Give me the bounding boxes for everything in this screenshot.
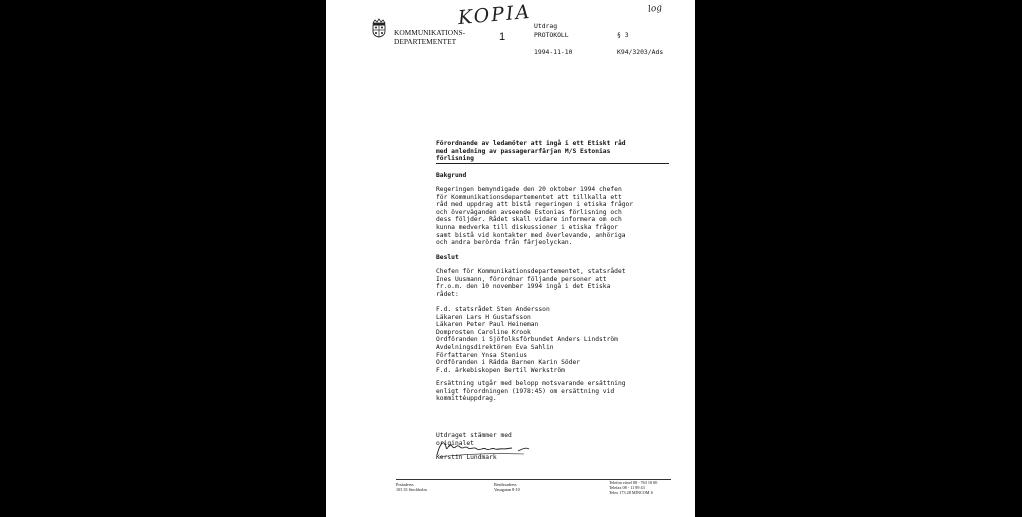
member-list bbox=[436, 306, 672, 374]
paragraph-line: Ines Uusmann, förordnar följande personer att bbox=[436, 275, 607, 283]
page-number: 1 bbox=[499, 31, 506, 43]
ministry-line-2: DEPARTEMENTET bbox=[394, 36, 457, 46]
paragraph-line: fr.o.m. den 10 november 1994 ingå i det Etiska bbox=[436, 283, 611, 291]
member-item: Avdelningsdirektören Eva Sahlin bbox=[436, 343, 554, 351]
paragraph-line: Ersättning utgår med belopp motsvarande ersättning bbox=[436, 380, 626, 387]
crown-crest-icon bbox=[370, 18, 388, 38]
background-heading: Bakgrund bbox=[436, 172, 467, 179]
paragraph-line: Chefen för Kommunikationsdepartementet, statsrådet bbox=[436, 268, 626, 275]
ministry-line-1: KOMMUNIKATIONS- bbox=[394, 28, 466, 37]
fax-line: Telefax 08 - 11 89 43 bbox=[609, 485, 645, 490]
decision-paragraph bbox=[436, 268, 672, 298]
background-paragraph bbox=[436, 186, 672, 247]
member-item: Domprosten Caroline Krook bbox=[436, 328, 531, 336]
signer-name: Kerstin Lundmark bbox=[436, 454, 497, 461]
member-item: F.d. statsrådet Sten Andersson bbox=[436, 306, 550, 313]
paragraph-line: råd med uppdrag att bistå regeringen i etiska frågor bbox=[436, 201, 634, 209]
protocol-date: 1994-11-10 bbox=[534, 48, 573, 56]
corner-note: log bbox=[647, 3, 663, 15]
phone-line: Telefon växel 08 - 763 10 00 bbox=[609, 480, 658, 485]
handwritten-kopia: KOPIA bbox=[457, 0, 533, 30]
paragraph-line: kunna medverka till diskussioner i etiska frågor bbox=[436, 223, 618, 231]
member-item: Ordföranden i Sjöfolksförbundet Anders Lindström bbox=[436, 336, 618, 344]
decision-heading: Beslut bbox=[436, 254, 459, 261]
attestation-line: Utdraget stämmer med bbox=[436, 432, 512, 439]
paragraph-line: och andra berörda från färjeolyckan. bbox=[436, 239, 573, 247]
protocol-label: PROTOKOLL bbox=[534, 31, 569, 39]
compensation-paragraph bbox=[436, 380, 672, 403]
paragraph-line: Regeringen bemyndigade den 20 oktober 1994 chefen bbox=[436, 186, 622, 193]
section-number: § 3 bbox=[617, 31, 629, 39]
paragraph-line: dess följder. Rådet skall vidare informera om och bbox=[436, 216, 622, 224]
paragraph-line: för Kommunikationsdepartementet att tillkalla ett bbox=[436, 193, 622, 201]
postal-value: 103 33 Stockholm bbox=[396, 487, 427, 492]
title-line: Förordnande av ledamöter att ingå i ett Etiskt råd bbox=[436, 140, 626, 147]
ministry-name bbox=[394, 29, 465, 46]
member-item: Ordföranden i Rädda Barnen Karin Söder bbox=[436, 359, 581, 367]
document-title bbox=[436, 140, 672, 163]
paragraph-line: samt bistå vid kontakter med överlevande, anhöriga bbox=[436, 231, 626, 239]
member-item: F.d. ärkebiskopen Bertil Werkström bbox=[436, 366, 565, 374]
document-page bbox=[326, 0, 695, 517]
paragraph-line: och överväganden avseende Estonias förlisning och bbox=[436, 208, 622, 216]
footer-postal bbox=[396, 482, 427, 492]
paragraph-line: enligt förordningen (1978:45) om ersättning vid bbox=[436, 387, 615, 395]
footer-visiting bbox=[494, 482, 520, 492]
postal-label: Postadress bbox=[396, 482, 414, 487]
title-underline bbox=[436, 163, 669, 164]
visiting-value: Vasagatan 8-10 bbox=[494, 487, 520, 492]
reference-number: K94/3203/Ads bbox=[617, 48, 664, 56]
paragraph-line: kommittéuppdrag. bbox=[436, 395, 497, 403]
attestation-line: originalet bbox=[436, 439, 474, 447]
telex-line: Telex 173 28 MINCOM S bbox=[609, 490, 653, 495]
doc-kind: Utdrag bbox=[534, 22, 558, 30]
paragraph-line: rådet: bbox=[436, 290, 459, 298]
title-line: med anledning av passagerarfärjan M/S Estonias bbox=[436, 147, 611, 155]
member-item: Författaren Ynsa Stenius bbox=[436, 351, 527, 359]
title-line: förlisning bbox=[436, 155, 474, 163]
member-item: Läkaren Lars H Gustafsson bbox=[436, 313, 531, 321]
visiting-label: Besöksadress bbox=[494, 482, 517, 487]
member-item: Läkaren Peter Paul Heineman bbox=[436, 321, 539, 329]
footer-contact bbox=[609, 480, 657, 495]
